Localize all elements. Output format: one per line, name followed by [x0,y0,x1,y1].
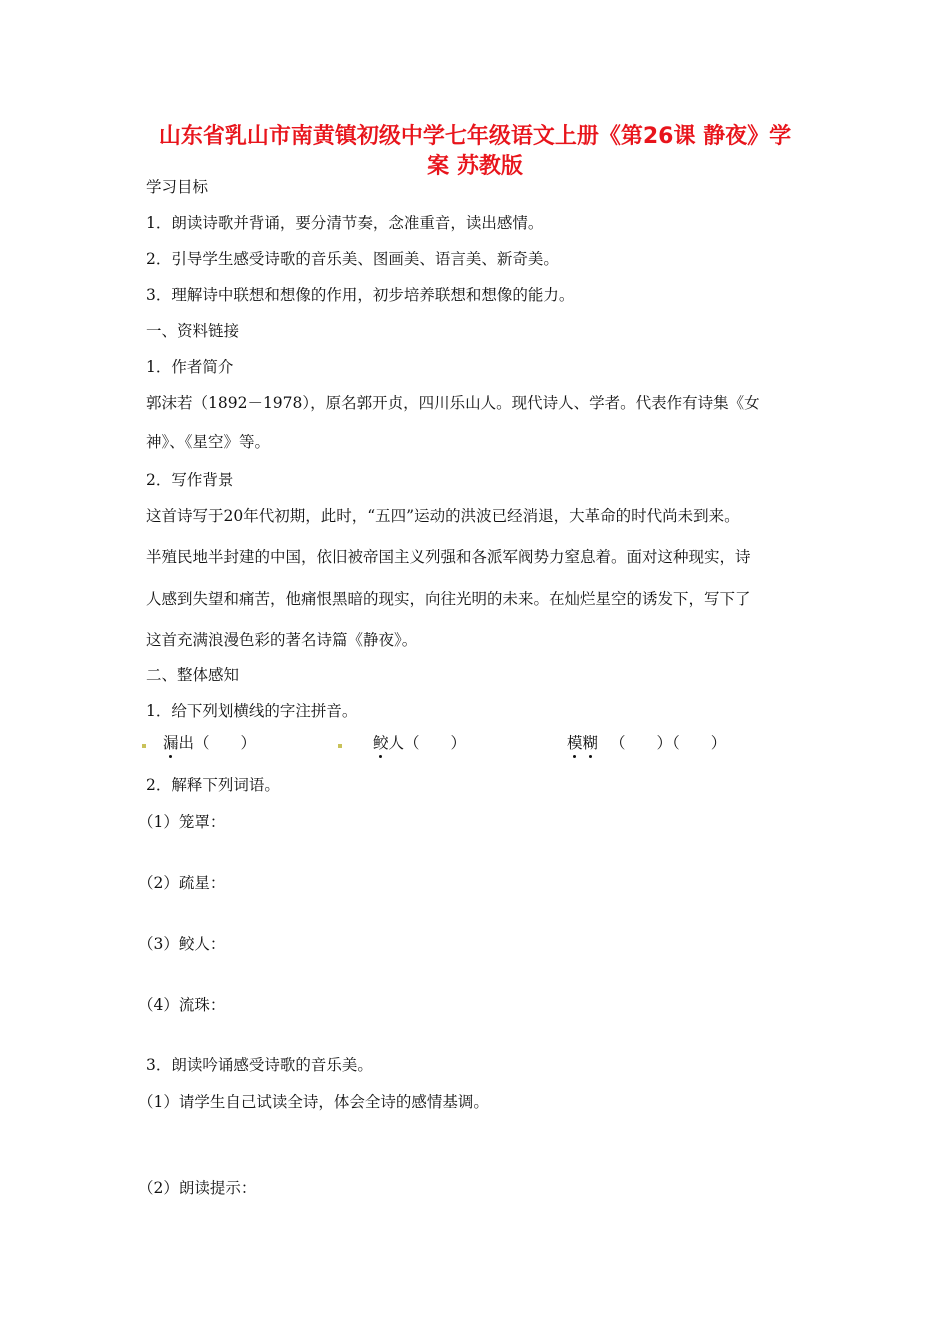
question-3-item-1: （1）请学生自己试读全诗，体会全诗的感情基调。 [138,1093,489,1111]
question-1: 1．给下列划横线的字注拼音。 [146,702,358,720]
answer-blank: （ ） [404,734,467,752]
term-4: （4）流珠： [138,996,226,1014]
background-text-line-1: 这首诗写于20年代初期，此时，“五四”运动的洪波已经消退，大革命的时代尚未到来。 [146,507,740,525]
goal-item-3: 3．理解诗中联想和想像的作用，初步培养联想和想像的能力。 [146,286,575,304]
title-line-1: 山东省乳山市南黄镇初级中学七年级语文上册《第26课 静夜》学 [158,124,792,149]
goals-heading: 学习目标 [146,178,209,196]
author-text-line-2: 神》、《星空》等。 [146,433,271,451]
background-text-line-2: 半殖民地半封建的中国，依旧被帝国主义列强和各派军阀势力窒息着。面对这种现实，诗 [146,548,751,566]
marker-2 [338,744,342,748]
answer-blank: （ ） [672,734,727,752]
term-2: （2）疏星： [138,874,226,892]
background-heading: 2．写作背景 [146,471,234,489]
author-text-line-1: 郭沫若（1892－1978），原名郭开贞，四川乐山人。现代诗人、学者。代表作有诗集《女 [146,394,760,412]
underlined-char: 鲛 [373,734,389,752]
pinyin-word-1: 漏出（ ） [163,734,257,752]
question-3-item-2: （2）朗读提示： [138,1179,257,1197]
marker-1 [142,744,146,748]
section-1-heading: 一、资料链接 [146,322,240,340]
underlined-char: 漏 [163,734,179,752]
underlined-char: 糊 [582,734,599,752]
goal-item-2: 2．引导学生感受诗歌的音乐美、图画美、语言美、新奇美。 [146,250,559,268]
background-text-line-3: 人感到失望和痛苦，他痛恨黑暗的现实，向往光明的未来。在灿烂星空的诱发下，写下了 [146,590,751,608]
goal-item-1: 1．朗读诗歌并背诵，要分清节奏，念准重音，读出感情。 [146,214,544,232]
pinyin-word-2: 鲛人（ ） [373,734,467,752]
question-3: 3．朗读吟诵感受诗歌的音乐美。 [146,1056,373,1074]
question-2: 2．解释下列词语。 [146,776,280,794]
answer-blank: （ ） [194,734,257,752]
term-1: （1）笼罩： [138,813,226,831]
author-heading: 1．作者简介 [146,358,234,376]
pinyin-word-3 [567,733,726,753]
section-2-heading: 二、整体感知 [146,666,240,684]
underlined-char: 模 [567,734,583,752]
term-3: （3）鲛人： [138,935,226,953]
title-line-2: 案 苏教版 [427,154,523,179]
answer-blank: （ ） [610,734,673,752]
background-text-line-4: 这首充满浪漫色彩的著名诗篇《静夜》。 [146,631,418,649]
